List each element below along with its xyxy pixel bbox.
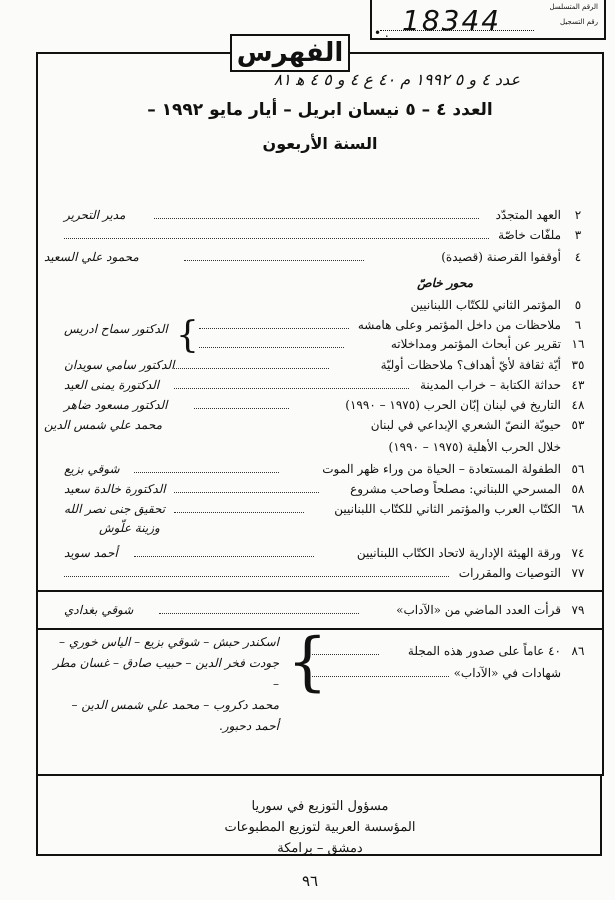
toc-page: ٧٤ [571, 546, 585, 560]
toc-author: مدير التحرير [64, 208, 126, 222]
toc-author: أحمد سويد [64, 546, 118, 560]
toc-author: وزينة علّوش [99, 521, 160, 535]
toc-entry [44, 337, 589, 355]
toc-page: ٥ [574, 298, 582, 312]
toc-author: تحقيق جنى نصر الله [64, 502, 166, 516]
toc-title: العهد المتجدّد [495, 208, 561, 222]
distribution-info [100, 796, 540, 859]
toc-entry [44, 208, 589, 226]
toc-entry [44, 378, 589, 396]
stamp-line [380, 30, 534, 31]
toc-section-title: محور خاصّ [417, 276, 473, 290]
witnesses-line: جودت فخر الدين – حبيب صادق – غسان مطر – [53, 656, 279, 691]
toc-page: ٣٥ [571, 358, 585, 372]
distribution-address: دمشق – برامكة [277, 841, 363, 856]
toc-page: ٣ [574, 228, 582, 242]
toc-entry [44, 358, 589, 376]
toc-entry [44, 462, 589, 480]
brace: } [176, 315, 199, 356]
toc-author: الدكتورة خالدة سعيد [64, 482, 166, 496]
witnesses-line: محمد دكروب – محمد علي شمس الدين – أحمد دحبور. [71, 698, 279, 733]
toc-page: ٤٨ [571, 398, 585, 412]
toc-title: حيويّة النصّ الشعري الإبداعي في لبنان [370, 418, 561, 432]
distribution-title: مسؤول التوزيع في سوريا [251, 799, 389, 814]
toc-author: محمود علي السعيد [44, 250, 139, 264]
registration-stamp [370, 0, 606, 40]
toc-title: التاريخ في لبنان إبّان الحرب (١٩٧٥ – ١٩٩٠) [345, 398, 561, 412]
witnesses-list [44, 632, 279, 737]
stamp-serial-label: الرقم المتسلسل [549, 3, 598, 11]
toc-entry [44, 318, 589, 336]
toc-entry-continued [44, 440, 589, 458]
stamp-serial-number: 18344 [402, 4, 502, 37]
dot-leader [312, 666, 449, 677]
toc-author: الدكتور سماح ادريس [64, 322, 168, 336]
dot-leader [134, 546, 314, 557]
toc-author: الدكتورة يمنى العيد [64, 378, 160, 392]
toc-entry [44, 502, 589, 520]
toc-title: ورقة الهيئة الإدارية لاتحاد الكتّاب اللبنانيين [356, 546, 561, 560]
page-number: ٩٦ [301, 872, 319, 890]
divider [36, 628, 602, 630]
toc-title: قرأت العدد الماضي من «الآداب» [396, 603, 561, 617]
year-line: السنة الأربعون [262, 134, 378, 153]
section-heading [44, 276, 589, 294]
dot-leader [174, 358, 329, 369]
toc-title: المؤتمر الثاني للكتّاب اللبنانيين [410, 298, 561, 312]
divider [36, 774, 602, 776]
toc-entry [44, 398, 589, 416]
dot-leader [64, 566, 449, 577]
toc-entry [44, 603, 589, 621]
toc-title: المسرحي اللبناني: مصلحاً وصاحب مشروع [350, 482, 561, 496]
toc-title: أيّة ثقافة لأيّ أهداف؟ ملاحظات أوليّة [380, 358, 561, 372]
toc-entry [44, 546, 589, 564]
toc-page: ٤٣ [571, 378, 585, 392]
dot-leader [154, 208, 479, 219]
toc-title: خلال الحرب الأهلية (١٩٧٥ – ١٩٩٠) [388, 440, 561, 454]
toc-entry [44, 418, 589, 436]
toc-title: ٤٠ عاماً على صدور هذه المجلة [407, 644, 561, 658]
handwritten-note: عدد ٤ و ٥ ١٩٩٢ م ٤٠ ع ٤ و ٥ ٤ ه‍ ٨١ [273, 70, 520, 89]
toc-title: تقرير عن أبحاث المؤتمر ومداخلاته [390, 337, 561, 351]
toc-entry [44, 482, 589, 500]
toc-page: ٤ [574, 250, 582, 264]
distribution-company: المؤسسة العربية لتوزيع المطبوعات [224, 820, 416, 835]
stamp-registration-label: رقم التسجيل [560, 18, 598, 26]
toc-entry [44, 250, 589, 268]
frame-right [600, 774, 602, 854]
stamp-dots: • . [374, 26, 389, 40]
dot-leader [184, 250, 364, 261]
dot-leader [64, 228, 489, 239]
toc-title: ملفّات خاصّة [498, 228, 561, 242]
toc-title: أوقفوا القرصنة (قصيدة) [441, 250, 561, 264]
toc-page: ٧٩ [571, 603, 585, 617]
toc-entry [44, 228, 589, 246]
dot-leader [194, 398, 289, 409]
toc-title: الكتّاب العرب والمؤتمر الثاني للكتّاب اللبنانيين [334, 502, 561, 516]
dot-leader [174, 378, 409, 389]
toc-entry [44, 566, 589, 584]
dot-leader [174, 482, 319, 493]
toc-author: الدكتور مسعود ضاهر [64, 398, 168, 412]
frame-left [36, 774, 38, 854]
divider [36, 590, 602, 592]
toc-page: ٢ [574, 208, 582, 222]
toc-title: التوصيات والمقررات [458, 566, 561, 580]
dot-leader [174, 502, 304, 513]
brace: } [287, 625, 328, 699]
toc-author-continued [44, 521, 589, 539]
toc-author: محمد علي شمس الدين [44, 418, 163, 432]
dot-leader [134, 462, 279, 473]
toc-title: حداثة الكتابة – خراب المدينة [419, 378, 561, 392]
toc-title: ملاحظات من داخل المؤتمر وعلى هامشه [357, 318, 561, 332]
toc-page: ٨٦ [571, 644, 585, 658]
toc-title: الطفولة المستعادة – الحياة من وراء ظهر الموت [322, 462, 561, 476]
page-title: الفهرس [230, 34, 350, 72]
toc-author: شوقي بغدادي [64, 603, 134, 617]
toc-page: ٥٦ [571, 462, 585, 476]
toc-entry [44, 298, 589, 316]
toc-page: ١٦ [571, 337, 585, 351]
issue-line: العدد ٤ – ٥ نيسان ابريل – أيار مايو ١٩٩٢ – [147, 100, 493, 120]
table-of-contents [44, 208, 589, 733]
toc-page: ٥٨ [571, 482, 585, 496]
toc-page: ٥٣ [571, 418, 585, 432]
toc-author: شوقي بزيع [64, 462, 120, 476]
toc-page: ٦ [574, 318, 582, 332]
toc-page: ٧٧ [571, 566, 585, 580]
toc-page: ٦٨ [571, 502, 585, 516]
witnesses-line: اسكندر حبش – شوقي بزيع – الياس خوري – [59, 635, 279, 649]
dot-leader [199, 337, 344, 348]
dot-leader [159, 603, 359, 614]
dot-leader [199, 318, 349, 329]
toc-author: الدكتور سامي سويدان [64, 358, 175, 372]
toc-title: شهادات في «الآداب» [453, 666, 561, 680]
